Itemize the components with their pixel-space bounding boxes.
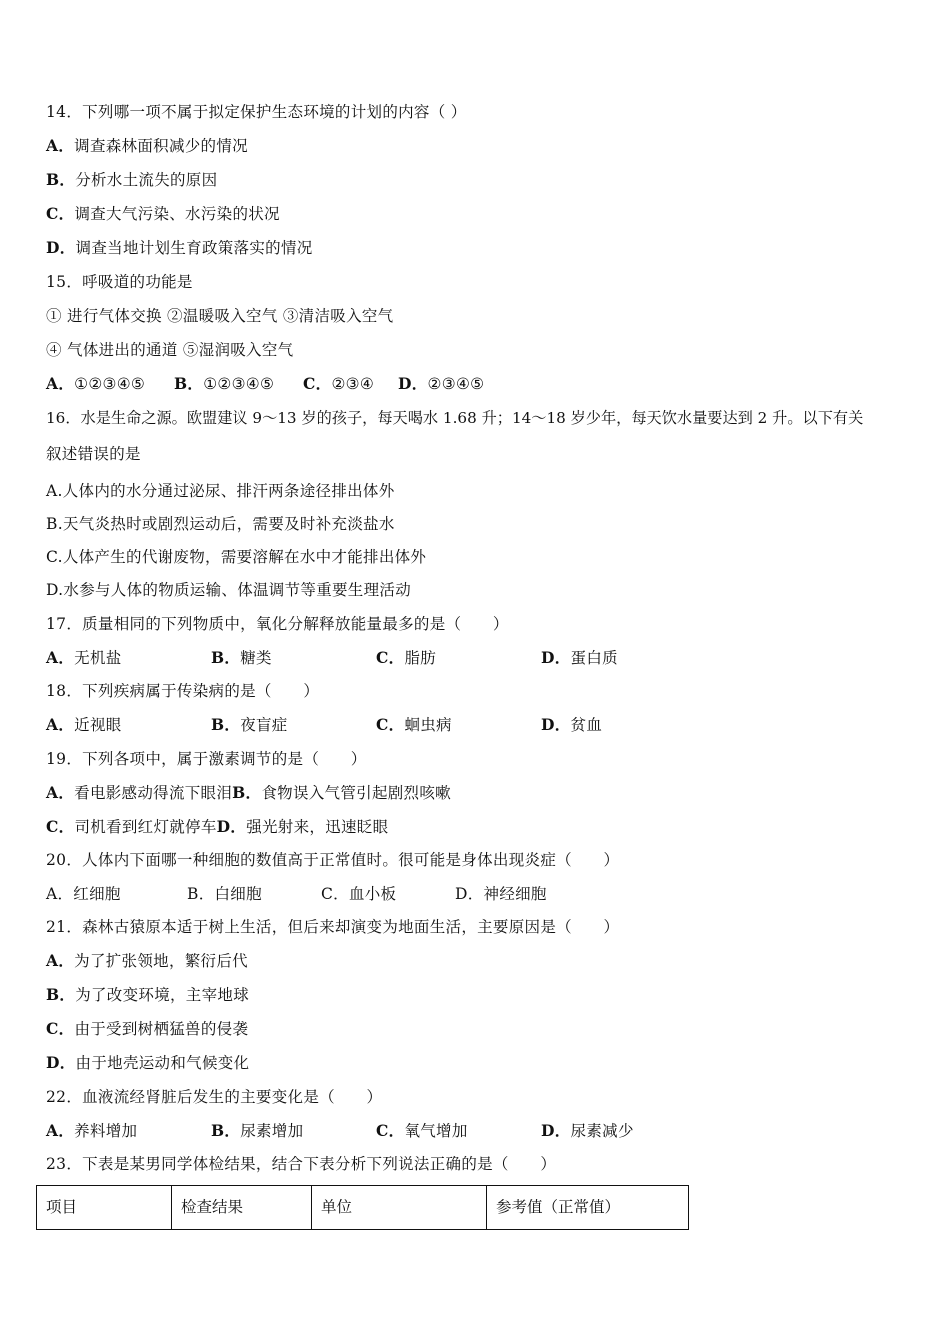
question-16-stem-line-2: 叙述错误的是 <box>46 445 141 463</box>
option-text: 尿素增加 <box>240 1122 304 1140</box>
option-text: 氧气增加 <box>404 1122 468 1140</box>
q21-option-a <box>46 951 248 971</box>
option-text: 由于受到树栖猛兽的侵袭 <box>74 1020 249 1038</box>
option-text: 养料增加 <box>74 1122 138 1140</box>
option-text: 蛋白质 <box>570 649 618 667</box>
option-letter: D． <box>398 374 428 393</box>
q19-options-line-2 <box>46 817 388 837</box>
q15-option-b <box>174 374 274 394</box>
option-letter: C． <box>376 1121 405 1140</box>
question-15-stem: 15．呼吸道的功能是 <box>46 273 193 291</box>
option-letter: C． <box>46 204 75 223</box>
question-14-stem: 14．下列哪一项不属于拟定保护生态环境的计划的内容（ ） <box>46 103 467 121</box>
q21-option-b <box>46 985 249 1005</box>
option-text: 看电影感动得流下眼泪 <box>74 784 233 802</box>
option-text: 夜盲症 <box>240 716 288 734</box>
option-letter: A． <box>46 136 75 155</box>
table-header-cell: 检查结果 <box>172 1186 312 1230</box>
option-text: 糖类 <box>240 649 272 667</box>
option-letter: A． <box>46 783 75 802</box>
option-letter: B． <box>211 648 241 667</box>
option-letter: B． <box>46 985 76 1004</box>
q17-option-a <box>46 648 122 668</box>
option-text: 为了扩张领地，繁衍后代 <box>74 952 248 970</box>
q16-option-c: C.人体产生的代谢废物，需要溶解在水中才能排出体外 <box>46 548 427 566</box>
q18-option-b <box>211 715 288 735</box>
q20-option-b: B．白细胞 <box>187 885 262 903</box>
q16-option-a: A.人体内的水分通过泌尿、排汗两条途径排出体外 <box>46 482 395 500</box>
option-text: 脂肪 <box>404 649 437 667</box>
q22-option-d <box>541 1121 634 1141</box>
option-letter: C． <box>46 817 75 836</box>
question-23-stem: 23．下表是某男同学体检结果，结合下表分析下列说法正确的是（ ） <box>46 1155 557 1173</box>
option-text: ①②③④⑤ <box>74 375 146 393</box>
q18-option-d <box>541 715 602 735</box>
option-text: 蛔虫病 <box>404 716 452 734</box>
option-text: ②③④⑤ <box>427 375 485 393</box>
question-16-stem-line-1: 16．水是生命之源。欧盟建议 9～13 岁的孩子，每天喝水 1.68 升；14～18 岁少年，每天饮水量要达到 2 升。以下有关 <box>46 409 864 427</box>
q15-option-d <box>398 374 484 394</box>
option-text: 调查大气污染、水污染的状况 <box>74 205 280 223</box>
question-17-stem: 17．质量相同的下列物质中，氧化分解释放能量最多的是（ ） <box>46 615 509 633</box>
q15-option-c <box>303 374 374 394</box>
q19-options-line-1 <box>46 783 451 803</box>
q17-option-c <box>376 648 436 668</box>
q16-option-d: D.水参与人体的物质运输、体温调节等重要生理活动 <box>46 581 412 599</box>
option-text: 食物误入气管引起剧烈咳嗽 <box>261 784 451 802</box>
option-letter: A． <box>46 374 75 393</box>
option-letter: A． <box>46 951 75 970</box>
option-text: 由于地壳运动和气候变化 <box>75 1054 250 1072</box>
option-letter: D． <box>541 648 571 667</box>
option-letter: C． <box>303 374 332 393</box>
question-21-stem: 21．森林古猿原本适于树上生活，但后来却演变为地面生活，主要原因是（ ） <box>46 918 620 936</box>
option-text: ②③④ <box>331 375 375 393</box>
option-text: ①②③④⑤ <box>203 375 275 393</box>
question-19-stem: 19．下列各项中，属于激素调节的是（ ） <box>46 750 367 768</box>
option-letter: A． <box>46 715 75 734</box>
q15-option-a <box>46 374 145 394</box>
q18-option-c <box>376 715 452 735</box>
q15-items-line-2: ④ 气体进出的通道 ⑤湿润吸入空气 <box>46 341 294 359</box>
q22-option-c <box>376 1121 468 1141</box>
q17-option-b <box>211 648 272 668</box>
option-text: 尿素减少 <box>570 1122 634 1140</box>
question-20-stem: 20．人体内下面哪一种细胞的数值高于正常值时。很可能是身体出现炎症（ ） <box>46 851 620 869</box>
option-text: 分析水土流失的原因 <box>75 171 218 189</box>
q18-option-a <box>46 715 122 735</box>
table-header-cell: 单位 <box>312 1186 487 1230</box>
table-header-cell: 参考值（正常值） <box>487 1186 689 1230</box>
q22-option-b <box>211 1121 303 1141</box>
option-letter: D． <box>216 817 247 836</box>
option-letter: B． <box>232 783 262 802</box>
q20-option-a: A．红细胞 <box>46 885 121 903</box>
q21-option-c <box>46 1019 248 1039</box>
q17-option-d <box>541 648 618 668</box>
option-letter: A． <box>46 648 75 667</box>
option-text: 贫血 <box>570 716 603 734</box>
option-letter: C． <box>46 1019 75 1038</box>
q21-option-d <box>46 1053 249 1073</box>
option-letter: D． <box>541 1121 571 1140</box>
option-text: 无机盐 <box>74 649 122 667</box>
q14-option-b <box>46 170 217 190</box>
option-letter: A． <box>46 1121 75 1140</box>
option-letter: B． <box>211 1121 241 1140</box>
option-letter: D． <box>541 715 571 734</box>
option-text: 调查森林面积减少的情况 <box>74 137 248 155</box>
health-check-table <box>36 1185 689 1230</box>
option-letter: B． <box>211 715 241 734</box>
q20-option-c: C．血小板 <box>321 885 397 903</box>
table-header-cell: 项目 <box>37 1186 172 1230</box>
q15-items-line-1: ① 进行气体交换 ②温暖吸入空气 ③清洁吸入空气 <box>46 307 394 325</box>
question-22-stem: 22．血液流经肾脏后发生的主要变化是（ ） <box>46 1088 383 1106</box>
option-letter: D． <box>46 1053 76 1072</box>
option-letter: D． <box>46 238 76 257</box>
q14-option-a <box>46 136 248 156</box>
option-text: 为了改变环境，主宰地球 <box>75 986 250 1004</box>
q14-option-c <box>46 204 280 224</box>
q16-option-b: B.天气炎热时或剧烈运动后，需要及时补充淡盐水 <box>46 515 395 533</box>
option-letter: C． <box>376 715 405 734</box>
option-letter: B． <box>46 170 76 189</box>
question-18-stem: 18．下列疾病属于传染病的是（ ） <box>46 682 320 700</box>
option-letter: C． <box>376 648 405 667</box>
q22-option-a <box>46 1121 137 1141</box>
q20-option-d: D．神经细胞 <box>455 885 547 903</box>
option-text: 近视眼 <box>74 716 122 734</box>
option-text: 司机看到红灯就停车 <box>74 818 217 836</box>
option-letter: B． <box>174 374 204 393</box>
q14-option-d <box>46 238 313 258</box>
option-text: 强光射来，迅速眨眼 <box>246 818 389 836</box>
option-text: 调查当地计划生育政策落实的情况 <box>75 239 313 257</box>
table-header-row <box>37 1186 689 1230</box>
